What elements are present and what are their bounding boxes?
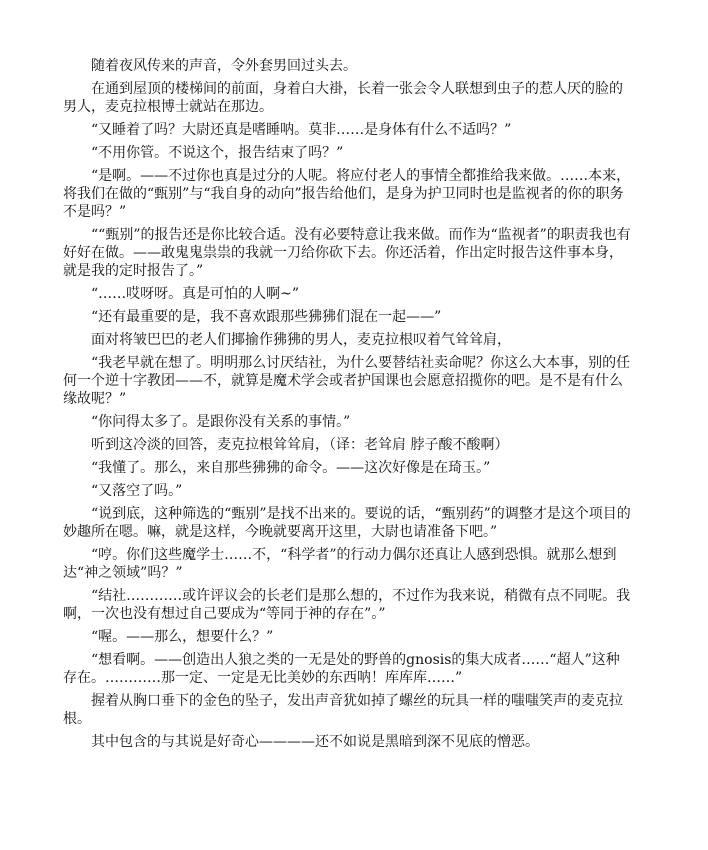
paragraph-13: “我懂了。那么，来自那些狒狒的命令。——这次好像是在琦玉。” (91, 460, 491, 476)
paragraph-15: “说到底，这种筛选的“甄别”是找不出来的。要说的话，“甄别药”的调整才是这个项目的妙趣所在嗯。嘛，就是这样，今晚就要离开这里，大尉也请准备下吧。” (63, 506, 631, 540)
paragraph-20: 握着从胸口垂下的金色的坠子，发出声音犹如掉了螺丝的玩具一样的嗤嗤笑声的麦克拉根。 (63, 693, 623, 727)
paragraph-1: 随着夜风传来的声音，令外套男回过头去。 (91, 58, 357, 74)
paragraph-19: “想看啊。——创造出人狼之类的一无是处的野兽的gnosis的集大成者……“超人”这种存在。…………那一定、一定是无比美妙的东西呐！库库库……” (63, 652, 620, 686)
paragraph-2: 在通到屋顶的楼梯间的前面，身着白大褂，长着一张会令人联想到虫子的惹人厌的脸的男人，麦克拉根博士就站在那边。 (63, 81, 623, 115)
paragraph-6: ““甄别”的报告还是你比较合适。没有必要特意让我来做。而作为“监视者”的职责我也有好好在做。——敢鬼鬼祟祟的我就一刀给你砍下去。你还活着，作出定时报告这件事本身，就是我的定时报告了。” (63, 227, 631, 279)
paragraph-4: “不用你管。不说这个，报告结束了吗？” (91, 145, 344, 161)
paragraph-9: 面对将皱巴巴的老人们揶揄作狒狒的男人，麦克拉根叹着气耸耸肩， (91, 332, 511, 348)
document-page (63, 57, 633, 756)
paragraph-16: “哼。你们这些魔学士……不，“科学者”的行动力偶尔还真让人感到恐惧。就那么想到达“神之领域”吗？” (63, 547, 617, 581)
paragraph-5: “是啊。——不过你也真是过分的人呢。将应付老人的事情全都推给我来做。……本来，将我们在做的“甄别”与“我自身的动向”报告给他们，是身为护卫同时也是监视者的你的职务不是吗？” (63, 168, 631, 220)
paragraph-17: “结社…………或许评议会的长老们是那么想的，不过作为我来说，稍微有点不同呢。我啊，一次也没有想过自己要成为“等同于神的存在”。” (63, 588, 631, 622)
paragraph-14: “又落空了吗。” (91, 483, 183, 499)
paragraph-7: “……哎呀呀。真是可怕的人啊~” (91, 286, 300, 302)
paragraph-3: “又睡着了吗？大尉还真是嗜睡呐。莫非……是身体有什么不适吗？” (91, 122, 512, 138)
paragraph-12: 听到这冷淡的回答，麦克拉根耸耸肩，（译：老耸肩 脖子酸不酸啊） (91, 437, 509, 453)
paragraph-21: 其中包含的与其说是好奇心————还不如说是黑暗到深不见底的憎恶。 (91, 734, 539, 750)
paragraph-18: “喔。——那么，想要什么？” (91, 629, 274, 645)
paragraph-8: “还有最重要的是，我不喜欢跟那些狒狒们混在一起——” (91, 309, 442, 325)
paragraph-11: “你问得太多了。是跟你没有关系的事情。” (91, 414, 351, 430)
paragraph-10: “我老早就在想了。明明那么讨厌结社，为什么要替结社卖命呢？你这么大本事，别的任何一个逆十字教团——不，就算是魔术学会或者护国课也会愿意招揽你的吧。是不是有什么缘故呢？” (63, 355, 631, 407)
